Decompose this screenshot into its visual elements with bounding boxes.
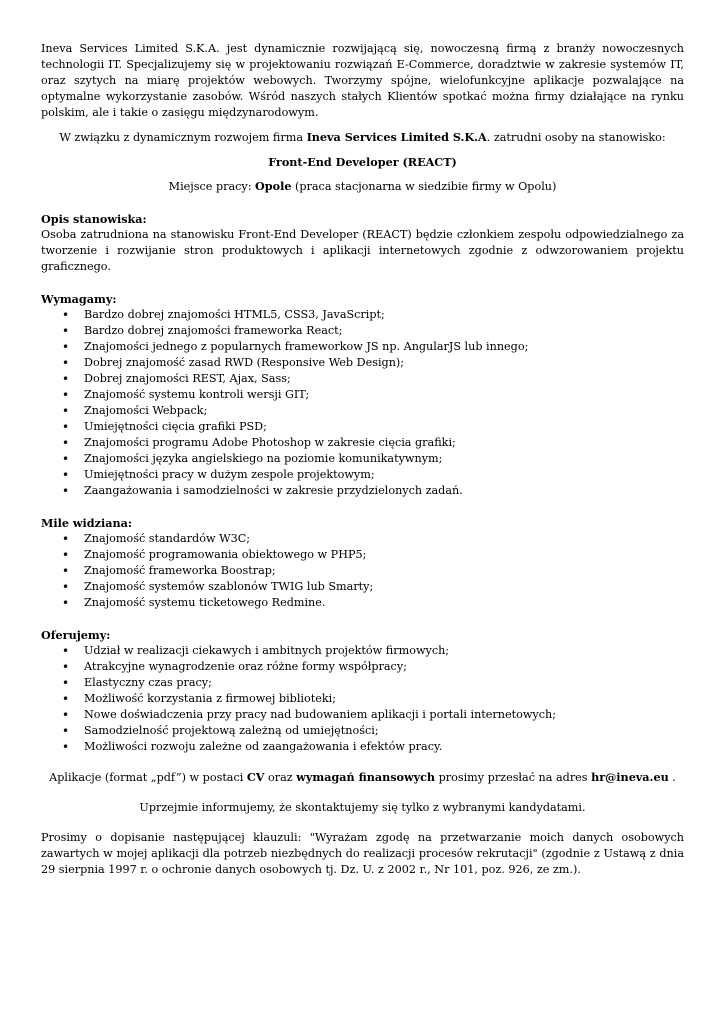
work-location	[41, 178, 684, 195]
intro-paragraph: Ineva Services Limited S.K.A. jest dynamicznie rozwijającą się, nowoczesną firmą z branży nowoczesnych technologii IT. Specjalizujemy się w projektowaniu rozwiązań E-Commerce, doradztwie w zakresie systemów IT, oraz szytych na miarę projektów webowych. Tworzymy spójne, wielofunkcyjne aplikacje pozwalające na optymalne wykorzystanie zasobów. Wśród naszych stałych Klientów spotkać można firmy działające na rynku polskim, ale i takie o zasięgu międzynarodowym.	[41, 42, 684, 119]
hiring-announcement	[41, 129, 684, 146]
location-city: Opole	[255, 179, 292, 193]
location-details: (praca stacjonarna w siedzibie firmy w Opolu)	[291, 180, 557, 193]
list-item: • Samodzielność projektową zależną od umiejętności;	[41, 723, 684, 739]
list-item: • Nowe doświadczenia przy pracy nad budowaniem aplikacji i portali internetowych;	[41, 707, 684, 723]
list-item: • Atrakcyjne wynagrodzenie oraz różne formy współpracy;	[41, 659, 684, 675]
salary-emphasis: wymagań finansowych	[296, 770, 436, 784]
list-item: • Możliwość korzystania z firmowej biblioteki;	[41, 691, 684, 707]
company-name: Ineva Services Limited S.K.A	[306, 130, 487, 144]
list-item: • Znajomość standardów W3C;	[41, 531, 684, 547]
nice-to-have-heading: Mile widziana:	[41, 516, 132, 530]
contact-email: hr@ineva.eu	[591, 770, 669, 784]
offer-heading: Oferujemy:	[41, 628, 111, 642]
list-item: • Możliwości rozwoju zależne od zaangażowania i efektów pracy.	[41, 739, 684, 755]
list-item: • Znajomości programu Adobe Photoshop w zakresie cięcia grafiki;	[41, 435, 684, 451]
list-item: • Udział w realizacji ciekawych i ambitnych projektów firmowych;	[41, 643, 684, 659]
list-item: • Znajomość systemu kontroli wersji GIT;	[41, 387, 684, 403]
list-item: • Umiejętności cięcia grafiki PSD;	[41, 419, 684, 435]
application-text-1: Aplikacje (format „pdf”) w postaci	[49, 771, 247, 784]
list-item: • Znajomości języka angielskiego na poziomie komunikatywnym;	[41, 451, 684, 467]
nice-to-have-list	[41, 531, 684, 611]
hiring-text-after: . zatrudni osoby na stanowisko:	[486, 131, 666, 144]
list-item: • Znajomość programowania obiektowego w PHP5;	[41, 547, 684, 563]
list-item: • Bardzo dobrej znajomości frameworka React;	[41, 323, 684, 339]
job-title: Front-End Developer (REACT)	[268, 155, 457, 169]
list-item: • Bardzo dobrej znajomości HTML5, CSS3, JavaScript;	[41, 307, 684, 323]
offer-list	[41, 643, 684, 755]
cv-emphasis: CV	[246, 770, 265, 784]
document-page	[41, 41, 684, 878]
application-text-2: oraz	[264, 771, 297, 784]
description-heading: Opis stanowiska:	[41, 212, 147, 226]
list-item: • Znajomość systemów szablonów TWIG lub Smarty;	[41, 579, 684, 595]
requirements-list	[41, 307, 684, 499]
list-item: • Znajomości jednego z popularnych frameworkow JS np. AngularJS lub innego;	[41, 339, 684, 355]
list-item: • Dobrej znajomość zasad RWD (Responsive Web Design);	[41, 355, 684, 371]
application-text-4: .	[668, 771, 676, 784]
list-item: • Dobrej znajomości REST, Ajax, Sass;	[41, 371, 684, 387]
application-text-3: prosimy przesłać na adres	[435, 771, 592, 784]
location-label: Miejsce pracy:	[168, 180, 256, 193]
description-text: Osoba zatrudniona na stanowisku Front-End Developer (REACT) będzie członkiem zespołu odpowiedzialnego za tworzenie i rozwijanie stron produktowych i aplikacji internetowych zgodnie z odwzorowaniem projektu graficznego.	[41, 228, 684, 273]
contact-notice: Uprzejmie informujemy, że skontaktujemy się tylko z wybranymi kandydatami.	[139, 801, 586, 814]
list-item: • Znajomości Webpack;	[41, 403, 684, 419]
list-item: • Umiejętności pracy w dużym zespole projektowym;	[41, 467, 684, 483]
requirements-heading: Wymagamy:	[41, 292, 117, 306]
list-item: • Zaangażowania i samodzielności w zakresie przydzielonych zadań.	[41, 483, 684, 499]
list-item: • Znajomość systemu ticketowego Redmine.	[41, 595, 684, 611]
gdpr-clause: Prosimy o dopisanie następującej klauzuli: "Wyrażam zgodę na przetwarzanie moich danych osobowych zawartych w mojej aplikacji dla potrzeb niezbędnych do realizacji procesów rekrutacji" (zgodnie z Ustawą z dnia 29 sierpnia 1997 r. o ochronie danych osobowych tj. Dz. U. z 2002 r., Nr 101, poz. 926, ze zm.).	[41, 831, 684, 876]
list-item: • Znajomość frameworka Boostrap;	[41, 563, 684, 579]
list-item: • Elastyczny czas pracy;	[41, 675, 684, 691]
application-instructions	[41, 769, 684, 786]
hiring-text-before: W związku z dynamicznym rozwojem firma	[59, 131, 307, 144]
